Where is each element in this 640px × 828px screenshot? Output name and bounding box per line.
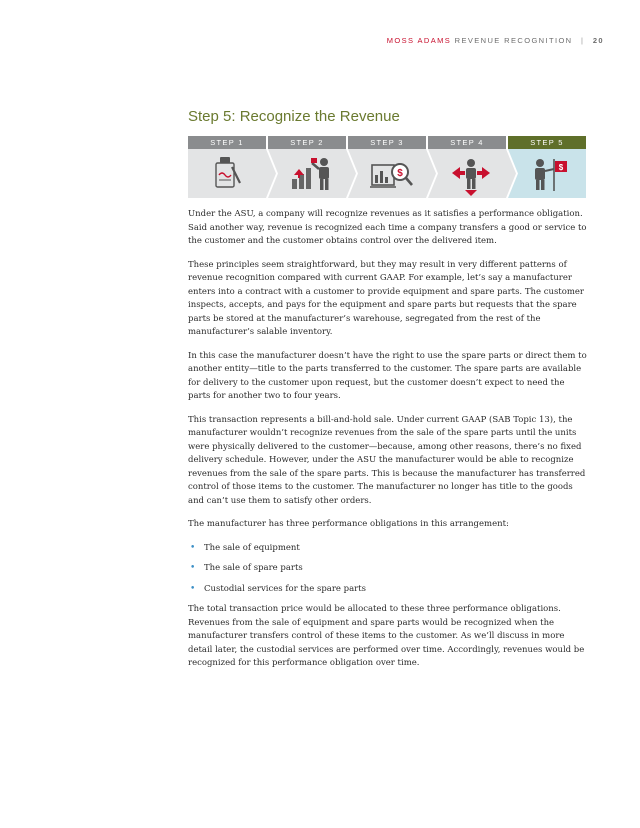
- step-5-box: [508, 149, 586, 198]
- obligations-list: [188, 542, 588, 597]
- header-brand: MOSS ADAMS: [386, 36, 452, 45]
- closing-paragraph: The total transaction price would be allocated to these three performance obligations. Revenues from the sale of equipment and spare parts would be recognized when the manufacturer transfers control of these items to the customer. As we’ll discuss in more detail later, the custodial services are performed over time. Accordingly, revenues would be recognized for this performance obligation over time.: [188, 604, 585, 668]
- paragraph-5: The manufacturer has three performance obligations in this arrangement:: [188, 519, 509, 529]
- header-separator: |: [581, 36, 585, 45]
- bullet-icon: •: [190, 542, 196, 553]
- steps-banner: [188, 136, 586, 198]
- page-number: 20: [592, 36, 604, 45]
- paragraph-3: In this case the manufacturer doesn’t have the right to use the spare parts or direct them to another entity—title to the parts transferred to the customer. The spare parts are available for delivery to the customer upon request, but the customer doesn’t expect to need the parts for another two to four years.: [188, 350, 587, 401]
- running-header: [387, 36, 604, 45]
- step-3-label: STEP 3: [348, 136, 426, 149]
- step-2-label: STEP 2: [268, 136, 346, 149]
- bullet-icon: •: [190, 583, 196, 594]
- paragraph-1: Under the ASU, a company will recognize revenues as it satisfies a performance obligation. Said another way, revenue is recognized each time a company transfers a good or service to the customer and the customer obtains control over the delivered item.: [188, 209, 587, 246]
- step-1-label: STEP 1: [188, 136, 266, 149]
- svg-text:$: $: [397, 168, 403, 179]
- list-item-text: The sale of spare parts: [204, 563, 303, 573]
- paragraph-2: These principles seem straightforward, but they may result in very different patterns of revenue recognition compared with current GAAP. For example, let’s say a manufacturer enters into a contract with a customer to provide equipment and spare parts. The customer inspects, accepts, and pays for the equipment and spare parts but requests that the spare parts be stored at the manufacturer’s warehouse, segregated from the rest of the manufacturer’s salable inventory.: [188, 259, 584, 337]
- step-chevrons: [188, 149, 586, 198]
- header-section: REVENUE RECOGNITION: [454, 36, 573, 45]
- list-item: [188, 583, 588, 597]
- paragraph-4: This transaction represents a bill-and-hold sale. Under current GAAP (SAB Topic 13), the manufacturer wouldn’t recognize revenues from the sale of the spare parts until the units were physically delivered to the customer—because, among other reasons, there’s no fixed delivery schedule. However, under the ASU the manufacturer would be able to recognize revenues from the sale of the spare parts. This is because the manufacturer has transferred control of those items to the customer. The manufacturer no longer has title to the goods and can’t use them to satisfy other orders.: [188, 414, 586, 506]
- list-item-text: The sale of equipment: [204, 542, 300, 553]
- list-item-text: Custodial services for the spare parts: [204, 583, 367, 594]
- step-4-label: STEP 4: [428, 136, 506, 149]
- list-item: [188, 562, 588, 576]
- svg-text:$: $: [558, 163, 564, 172]
- page-title: Step 5: Recognize the Revenue: [188, 108, 400, 125]
- step-2-box: [268, 149, 356, 198]
- bullet-icon: •: [190, 563, 196, 573]
- step-1-box: [188, 149, 276, 198]
- list-item: [188, 542, 588, 556]
- step-5-label: STEP 5: [508, 136, 586, 149]
- body-text: [188, 208, 588, 681]
